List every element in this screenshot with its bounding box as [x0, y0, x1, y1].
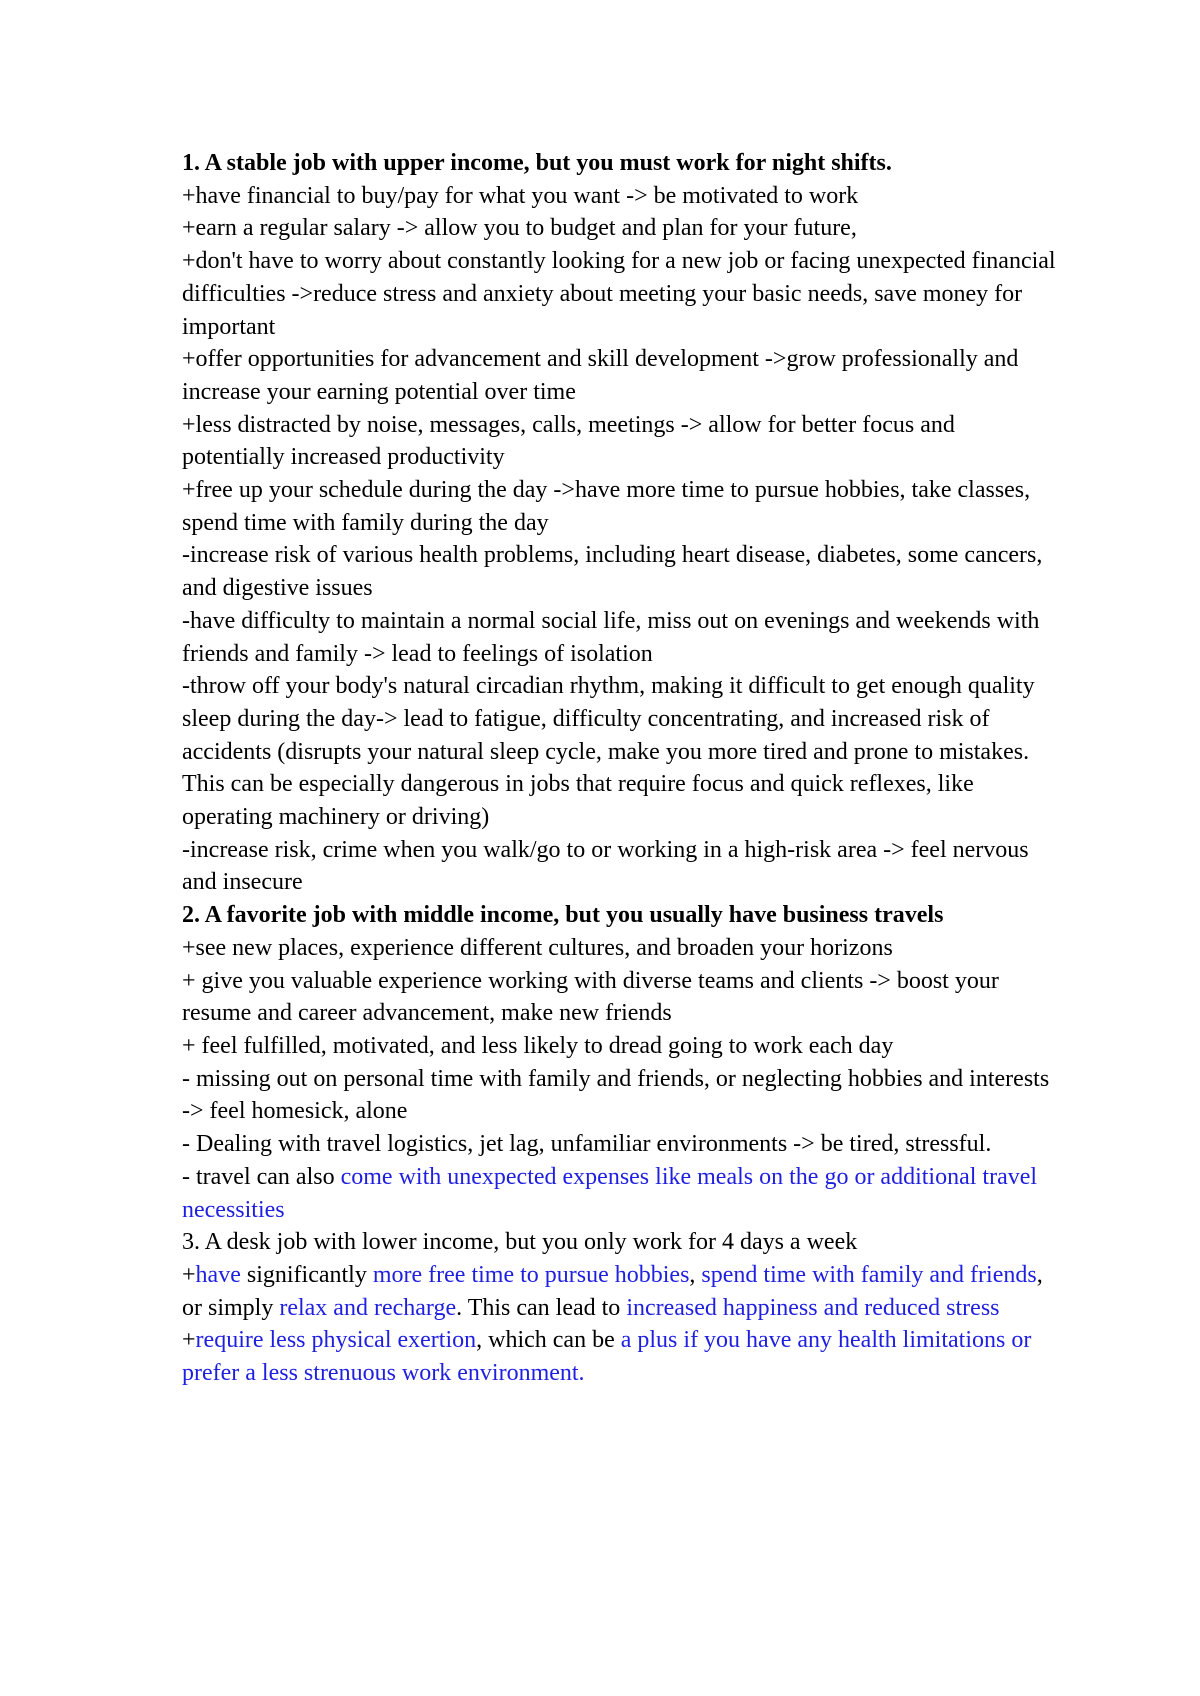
highlighted-text: relax and recharge: [279, 1294, 457, 1321]
highlighted-text: a plus if you have any health limitations or prefer a less strenuous work environment.: [182, 1327, 1032, 1387]
highlighted-text: more free time to pursue hobbies: [372, 1261, 690, 1288]
list-item: +see new places, experience different cultures, and broaden your horizons: [182, 934, 893, 961]
highlighted-text: come with unexpected expenses like meals on the go or additional travel necessities: [182, 1163, 1038, 1223]
list-item: [182, 1161, 1062, 1226]
list-item: + feel fulfilled, motivated, and less likely to dread going to work each day: [182, 1032, 894, 1059]
section-2-heading: 2. A favorite job with middle income, but you usually have business travels: [182, 902, 944, 929]
list-item: -increase risk of various health problems, including heart disease, diabetes, some cancers, and digestive issues: [182, 542, 1043, 602]
text-span: , or simply: [182, 1261, 1043, 1321]
list-item: +don't have to worry about constantly looking for a new job or facing unexpected financial difficulties ->reduce stress and anxiety about meeting your basic needs, save money for important: [182, 248, 1056, 340]
list-item: +less distracted by noise, messages, calls, meetings -> allow for better focus and potentially increased productivity: [182, 411, 955, 471]
section-1-heading: 1. A stable job with upper income, but you must work for night shifts.: [182, 150, 892, 176]
list-item: +earn a regular salary -> allow you to budget and plan for your future,: [182, 215, 857, 242]
list-item: -increase risk, crime when you walk/go to or working in a high-risk area -> feel nervous and insecure: [182, 836, 1029, 896]
list-item: - Dealing with travel logistics, jet lag, unfamiliar environments -> be tired, stressful.: [182, 1131, 992, 1158]
list-item: +have financial to buy/pay for what you want -> be motivated to work: [182, 182, 859, 209]
list-item: -have difficulty to maintain a normal social life, miss out on evenings and weekends with friends and family -> lead to feelings of isolation: [182, 607, 1040, 667]
text-span: +: [182, 1261, 196, 1288]
highlighted-text: require less physical exertion: [195, 1327, 477, 1354]
text-span: - travel can also: [182, 1163, 341, 1190]
list-item: +offer opportunities for advancement and skill development ->grow professionally and increase your earning potential over time: [182, 346, 1019, 405]
list-item: -throw off your body's natural circadian rhythm, making it difficult to get enough quality sleep during the day-> lead to fatigue, difficulty concentrating, and increased risk of accidents (disrupts your natural sleep cycle, make you more tired and prone to mistakes. This can be especially dangerous in jobs that require focus and quick reflexes, like operating machinery or driving): [182, 673, 1035, 831]
text-span: significantly: [240, 1261, 373, 1288]
list-item: +free up your schedule during the day ->have more time to pursue hobbies, take classes, spend time with family during the day: [182, 477, 1031, 536]
list-item: [182, 1259, 1062, 1324]
list-item: [182, 1324, 1062, 1389]
highlighted-text: have: [195, 1261, 241, 1288]
text-span: . This can lead to: [456, 1294, 627, 1321]
list-item: - missing out on personal time with family and friends, or neglecting hobbies and interests -> feel homesick, alone: [182, 1065, 1050, 1125]
section-3-heading: 3. A desk job with lower income, but you only work for 4 days a week: [182, 1229, 858, 1256]
text-span: ,: [689, 1261, 702, 1288]
document-page: [182, 147, 1062, 1390]
text-span: +: [182, 1327, 196, 1354]
highlighted-text: increased happiness and reduced stress: [626, 1294, 1000, 1321]
list-item: + give you valuable experience working with diverse teams and clients -> boost your resume and career advancement, make new friends: [182, 967, 999, 1027]
highlighted-text: spend time with family and friends: [701, 1261, 1037, 1288]
text-span: , which can be: [476, 1327, 621, 1354]
